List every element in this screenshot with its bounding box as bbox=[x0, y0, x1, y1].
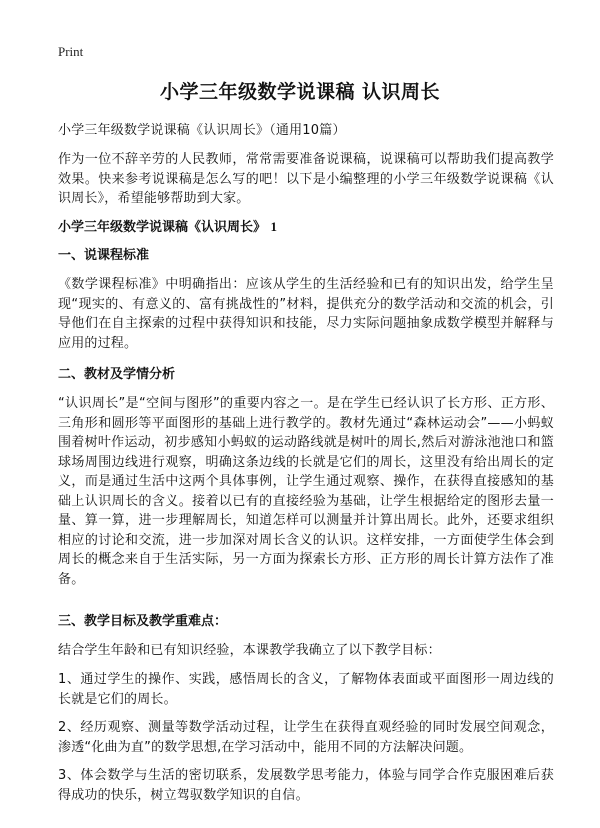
section-heading-1: 一、说课程标准 bbox=[58, 248, 150, 263]
article-heading bbox=[58, 217, 554, 238]
print-link[interactable]: Print bbox=[58, 44, 84, 59]
goal-item-2: 2、经历观察、测量等数学活动过程，让学生在获得直观经验的同时发展空间观念，渗透“化曲为直”的数学思想,在学习活动中，能用不同的方法解决问题。 bbox=[58, 720, 554, 755]
page-title: 小学三年级数学说课稿 认识周长 bbox=[159, 81, 441, 103]
article-heading-text: 小学三年级数学说课稿《认识周长》 bbox=[58, 220, 267, 235]
section-heading-2: 二、教材及学情分析 bbox=[58, 367, 176, 382]
section-1-body: 《数学课程标准》中明确指出：应该从学生的生活经验和已有的知识出发，给学生呈现“现实的、有意义的、富有挑战性的”材料，提供充分的数学活动和交流的机会，引导他们在自主探索的过程中获得知识和技能，尽力实际问题抽象成数学模型并解释与应用的过程。 bbox=[58, 277, 554, 351]
section-2-body: “认识周长”是“空间与图形”的重要内容之一。是在学生已经认识了长方形、正方形、三角形和圆形等平面图形的基础上进行教学的。教材先通过“森林运动会”——小蚂蚁围着树叶作运动，初步感知小蚂蚁的运动路线就是树叶的周长,然后对游泳池池口和篮球场周围边线进行观察，明确这条边线的长就是它们的周长，这里没有给出周长的定义，而是通过生活中这两个具体事例，让学生通过观察、操作，在获得直接感知的基础上认识周长的含义。接着以已有的直接经验为基础，让学生根据给定的图形去量一量、算一算，进一步理解周长，知道怎样可以测量并计算出周长。此外，还要求组织相应的讨论和交流，进一步加深对周长含义的认识。这样安排，一方面使学生体会到周长的概念来自于生活实际，另一方面为探索长方形、正方形的周长计算方法作了准备。 bbox=[58, 396, 554, 587]
article-number: 1 bbox=[270, 219, 278, 234]
goal-item-3: 3、体会数学与生活的密切联系，发展数学思考能力，体验与同学合作克服困难后获得成功的快乐，树立驾驭数学知识的自信。 bbox=[58, 768, 554, 803]
intro-paragraph: 作为一位不辞辛劳的人民教师，常常需要准备说课稿，说课稿可以帮助我们提高教学效果。快来参考说课稿是怎么写的吧！以下是小编整理的小学三年级数学说课稿《认识周长》，希望能够帮助到大家。 bbox=[58, 152, 554, 206]
section-3-intro: 结合学生年龄和已有知识经验，本课教学我确立了以下教学目标： bbox=[58, 643, 441, 658]
goal-item-1: 1、通过学生的操作、实践，感悟周长的含义，了解物体表面或平面图形一周边线的长就是它们的周长。 bbox=[58, 672, 554, 707]
section-heading-3: 三、教学目标及教学重难点： bbox=[58, 614, 228, 629]
subtitle: 小学三年级数学说课稿《认识周长》（通用10篇） bbox=[58, 123, 346, 138]
